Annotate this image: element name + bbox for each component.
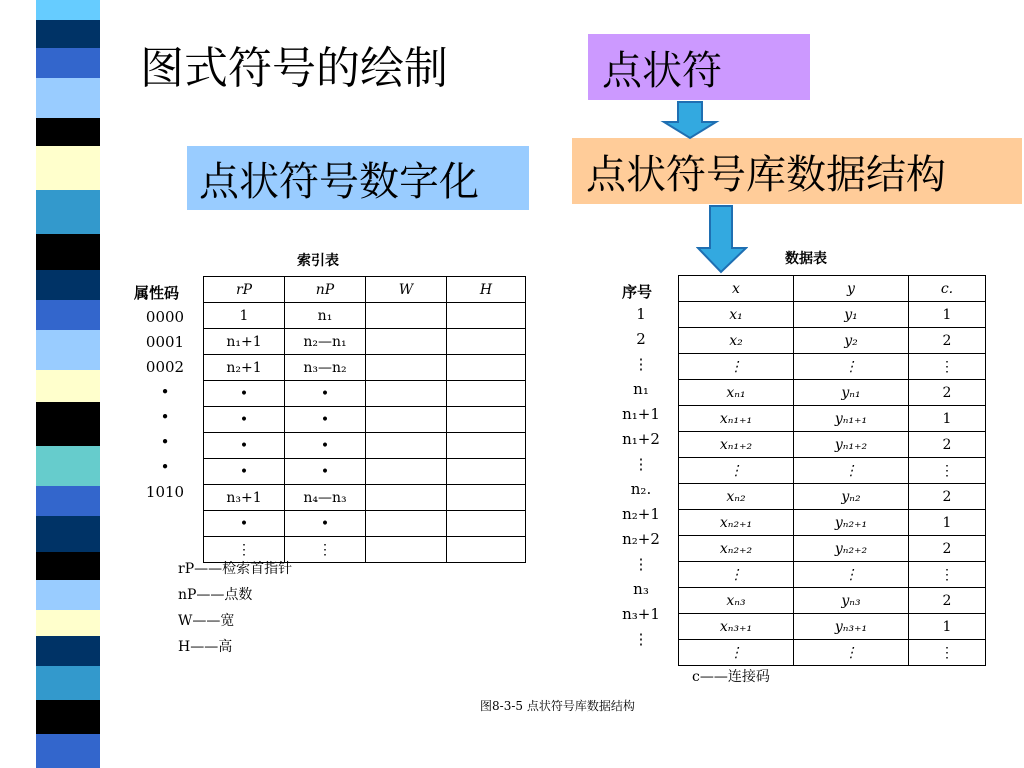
data-cell: ⋮ — [794, 640, 909, 666]
data-cell: ⋮ — [679, 354, 794, 380]
table-row — [679, 562, 986, 588]
data-row-label: ⋮ — [633, 455, 649, 473]
data-cell: 1 — [909, 614, 986, 640]
data-cell: 2 — [909, 380, 986, 406]
table-row — [679, 354, 986, 380]
index-row-label: • — [160, 458, 170, 476]
table-row — [204, 511, 526, 537]
index-cell — [447, 459, 526, 485]
index-header-cell: nP — [285, 277, 366, 303]
data-row-label: 1 — [636, 305, 646, 323]
data-cell: xₙ₃ — [679, 588, 794, 614]
data-cell: xₙ₁ — [679, 380, 794, 406]
data-cell: yₙ₂ — [794, 484, 909, 510]
data-cell: x₂ — [679, 328, 794, 354]
table-row — [204, 303, 526, 329]
arrow-down-icon — [660, 100, 720, 140]
index-row-label — [130, 505, 200, 530]
index-cell — [447, 381, 526, 407]
table-row — [679, 536, 986, 562]
table-row — [679, 380, 986, 406]
table-row — [679, 614, 986, 640]
table-row — [204, 407, 526, 433]
data-row-label: n₃+1 — [622, 605, 660, 623]
data-cell: ⋮ — [909, 354, 986, 380]
table-row — [204, 381, 526, 407]
index-row-label: 0000 — [145, 308, 185, 326]
data-cell: yₙ₂₊₂ — [794, 536, 909, 562]
data-table-caption: 数据表 — [785, 251, 827, 267]
index-cell: • — [204, 381, 285, 407]
index-cell — [366, 329, 447, 355]
index-cell: • — [285, 381, 366, 407]
data-cell: 1 — [909, 302, 986, 328]
index-row-label — [130, 530, 200, 555]
point-symbol-box — [588, 34, 810, 100]
table-row — [679, 484, 986, 510]
data-header-cell: y — [794, 276, 909, 302]
index-cell — [447, 407, 526, 433]
index-row-label: • — [160, 433, 170, 451]
index-cell: • — [285, 433, 366, 459]
data-cell: ⋮ — [679, 562, 794, 588]
index-cell: • — [204, 407, 285, 433]
data-cell: yₙ₁ — [794, 380, 909, 406]
index-cell: n₂+1 — [204, 355, 285, 381]
data-cell: yₙ₁₊₂ — [794, 432, 909, 458]
data-cell: y₁ — [794, 302, 909, 328]
slide-title: 图式符号的绘制 — [140, 43, 448, 94]
table-row — [204, 355, 526, 381]
index-cell — [447, 537, 526, 563]
data-row-label: ⋮ — [633, 630, 649, 648]
index-cell — [447, 433, 526, 459]
legend-item: W——宽 — [178, 613, 235, 629]
table-row — [679, 328, 986, 354]
data-cell: xₙ₂₊₁ — [679, 510, 794, 536]
index-header-cell: rP — [204, 277, 285, 303]
index-cell: n₁+1 — [204, 329, 285, 355]
data-row-label: n₂+2 — [622, 530, 660, 548]
table-row — [679, 432, 986, 458]
table-row — [204, 433, 526, 459]
index-cell — [366, 407, 447, 433]
data-header-cell: c. — [909, 276, 986, 302]
index-table-caption: 索引表 — [297, 253, 339, 269]
table-row — [679, 302, 986, 328]
data-row-label: ⋮ — [633, 355, 649, 373]
data-row-label: n₁ — [633, 380, 649, 398]
data-row-header: 序号 — [622, 283, 653, 301]
index-header-cell: W — [366, 277, 447, 303]
table-row — [204, 485, 526, 511]
data-cell: ⋮ — [794, 458, 909, 484]
data-cell: ⋮ — [909, 458, 986, 484]
index-cell — [447, 485, 526, 511]
data-row-label: n₂. — [630, 480, 652, 498]
figure-caption: 图8-3-5 点状符号库数据结构 — [480, 699, 635, 713]
data-cell: 2 — [909, 484, 986, 510]
index-cell — [366, 355, 447, 381]
index-cell: n₄—n₃ — [285, 485, 366, 511]
data-cell: yₙ₃₊₁ — [794, 614, 909, 640]
index-row-label: • — [160, 383, 170, 401]
decorative-left-strip — [36, 0, 100, 768]
index-cell — [447, 355, 526, 381]
index-cell — [447, 303, 526, 329]
index-row-label: 0002 — [145, 358, 185, 376]
index-cell: 1 — [204, 303, 285, 329]
data-row-label: n₂+1 — [622, 505, 660, 523]
index-row-label: 1010 — [145, 483, 185, 501]
data-row-label: n₁+2 — [622, 430, 660, 448]
data-cell: ⋮ — [679, 640, 794, 666]
table-row — [679, 588, 986, 614]
table-row — [679, 406, 986, 432]
data-cell: ⋮ — [909, 562, 986, 588]
index-cell — [447, 329, 526, 355]
digitize-label: 点状符号数字化 — [199, 158, 479, 205]
index-cell — [366, 459, 447, 485]
data-cell: ⋮ — [679, 458, 794, 484]
data-cell: ⋮ — [794, 354, 909, 380]
data-cell: 2 — [909, 536, 986, 562]
index-cell: ⋮ — [285, 537, 366, 563]
index-cell: n₂—n₁ — [285, 329, 366, 355]
data-cell: yₙ₂₊₁ — [794, 510, 909, 536]
data-cell: x₁ — [679, 302, 794, 328]
legend-item: c——连接码 — [692, 669, 770, 685]
index-cell: • — [204, 459, 285, 485]
index-row-label: • — [160, 408, 170, 426]
data-row-label: ⋮ — [633, 555, 649, 573]
library-structure-label: 点状符号库数据结构 — [586, 151, 946, 198]
index-cell — [366, 511, 447, 537]
data-cell: xₙ₂₊₂ — [679, 536, 794, 562]
legend-item: rP——检索首指针 — [178, 561, 293, 577]
index-cell: • — [204, 433, 285, 459]
data-row-label: 2 — [636, 330, 646, 348]
index-cell: n₃—n₂ — [285, 355, 366, 381]
index-row-label: 0001 — [145, 333, 185, 351]
data-row-label: n₁+1 — [622, 405, 660, 423]
index-cell — [366, 433, 447, 459]
index-table — [203, 276, 526, 563]
data-cell: 2 — [909, 432, 986, 458]
index-legend — [178, 556, 292, 660]
index-header-cell: H — [447, 277, 526, 303]
arrow-down-icon — [696, 204, 748, 274]
index-cell: • — [285, 407, 366, 433]
data-cell: xₙ₂ — [679, 484, 794, 510]
table-row — [204, 459, 526, 485]
index-cell: • — [285, 459, 366, 485]
data-table — [678, 275, 986, 666]
legend-item: nP——点数 — [178, 587, 253, 603]
index-cell: ⋮ — [204, 537, 285, 563]
data-cell: xₙ₃₊₁ — [679, 614, 794, 640]
legend-item: H——高 — [178, 639, 233, 655]
data-cell: y₂ — [794, 328, 909, 354]
digitize-box — [187, 146, 529, 210]
index-cell — [447, 511, 526, 537]
data-cell: 2 — [909, 588, 986, 614]
data-row-labels — [606, 302, 676, 652]
index-cell: n₃+1 — [204, 485, 285, 511]
table-row — [679, 640, 986, 666]
index-cell: n₁ — [285, 303, 366, 329]
index-row-header: 属性码 — [134, 284, 180, 302]
table-row — [679, 510, 986, 536]
index-cell — [366, 381, 447, 407]
data-cell: xₙ₁₊₁ — [679, 406, 794, 432]
data-cell: 2 — [909, 328, 986, 354]
index-row-labels — [130, 305, 200, 555]
data-cell: 1 — [909, 406, 986, 432]
library-structure-box — [572, 138, 1022, 204]
data-cell: 1 — [909, 510, 986, 536]
data-cell: xₙ₁₊₂ — [679, 432, 794, 458]
data-legend — [692, 664, 770, 690]
data-cell: ⋮ — [909, 640, 986, 666]
data-row-label: n₃ — [633, 580, 649, 598]
index-cell — [366, 303, 447, 329]
point-symbol-label: 点状符 — [602, 47, 722, 94]
data-header-cell: x — [679, 276, 794, 302]
data-cell: yₙ₃ — [794, 588, 909, 614]
table-row — [204, 329, 526, 355]
index-cell — [366, 485, 447, 511]
data-cell: yₙ₁₊₁ — [794, 406, 909, 432]
index-cell — [366, 537, 447, 563]
table-row — [679, 458, 986, 484]
index-cell: • — [285, 511, 366, 537]
data-cell: ⋮ — [794, 562, 909, 588]
index-cell: • — [204, 511, 285, 537]
